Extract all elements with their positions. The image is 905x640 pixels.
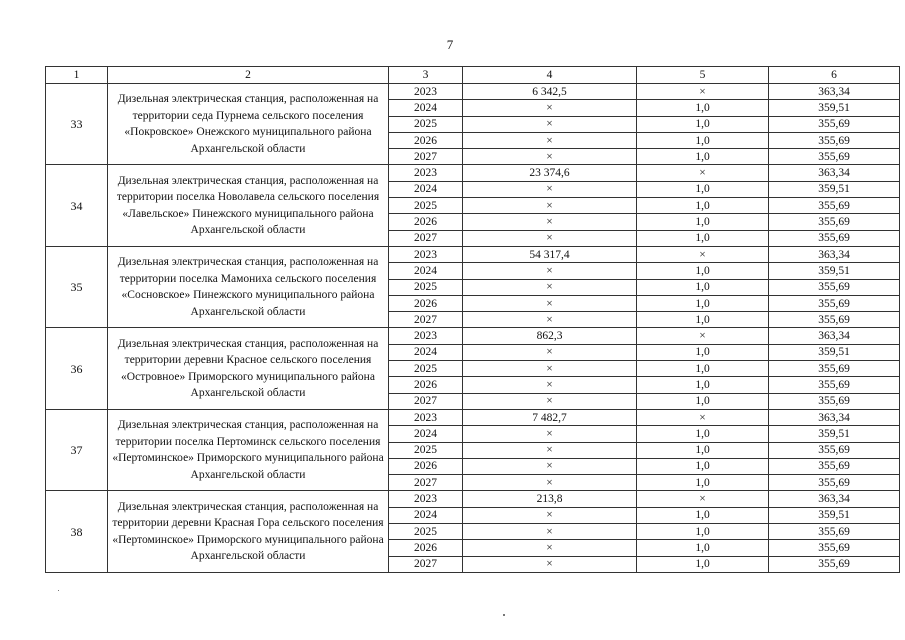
column-4-cell: × (463, 230, 637, 246)
column-6-cell: 355,69 (769, 540, 900, 556)
year-cell: 2023 (389, 328, 463, 344)
column-4-cell: × (463, 344, 637, 360)
column-header-1: 1 (46, 67, 108, 84)
column-5-cell: 1,0 (637, 442, 769, 458)
column-5-cell: 1,0 (637, 393, 769, 409)
column-5-cell: 1,0 (637, 361, 769, 377)
column-4-cell: × (463, 556, 637, 572)
column-4-cell: × (463, 475, 637, 491)
column-6-cell: 363,34 (769, 328, 900, 344)
column-6-cell: 355,69 (769, 295, 900, 311)
column-4-cell: × (463, 132, 637, 148)
column-6-cell: 355,69 (769, 475, 900, 491)
station-description: Дизельная электрическая станция, расположенная на территории деревни Красное сельского поселения «Островное» Приморского муниципального района Архангельской области (108, 328, 389, 409)
column-5-cell: 1,0 (637, 198, 769, 214)
column-6-cell: 355,69 (769, 377, 900, 393)
year-cell: 2025 (389, 116, 463, 132)
column-header-5: 5 (637, 67, 769, 84)
column-6-cell: 359,51 (769, 426, 900, 442)
column-4-cell: 23 374,6 (463, 165, 637, 181)
table-row (46, 491, 900, 507)
column-4-cell: × (463, 312, 637, 328)
year-cell: 2024 (389, 344, 463, 360)
station-description: Дизельная электрическая станция, расположенная на территории поселка Пертоминск сельского поселения «Пертоминское» Приморского муниципального района Архангельской области (108, 409, 389, 490)
entry-number: 34 (46, 165, 108, 246)
column-5-cell: × (637, 328, 769, 344)
year-cell: 2027 (389, 475, 463, 491)
column-4-cell: × (463, 377, 637, 393)
column-5-cell: 1,0 (637, 263, 769, 279)
year-cell: 2026 (389, 295, 463, 311)
column-4-cell: × (463, 393, 637, 409)
year-cell: 2027 (389, 393, 463, 409)
column-5-cell: 1,0 (637, 116, 769, 132)
year-cell: 2023 (389, 246, 463, 262)
column-5-cell: 1,0 (637, 458, 769, 474)
entry-number: 35 (46, 246, 108, 327)
column-6-cell: 359,51 (769, 181, 900, 197)
column-5-cell: × (637, 246, 769, 262)
column-4-cell: × (463, 295, 637, 311)
column-5-cell: × (637, 165, 769, 181)
year-cell: 2025 (389, 198, 463, 214)
year-cell: 2027 (389, 556, 463, 572)
year-cell: 2025 (389, 442, 463, 458)
column-6-cell: 355,69 (769, 214, 900, 230)
column-6-cell: 355,69 (769, 442, 900, 458)
column-6-cell: 363,34 (769, 84, 900, 100)
column-4-cell: × (463, 149, 637, 165)
entry-number: 33 (46, 84, 108, 165)
column-4-cell: × (463, 214, 637, 230)
column-4-cell: 7 482,7 (463, 409, 637, 425)
tariff-table (45, 66, 900, 573)
scan-mark (503, 614, 505, 616)
scan-mark (58, 590, 59, 591)
year-cell: 2026 (389, 132, 463, 148)
column-4-cell: × (463, 524, 637, 540)
column-6-cell: 363,34 (769, 409, 900, 425)
column-5-cell: 1,0 (637, 149, 769, 165)
table-row (46, 328, 900, 344)
column-4-cell: 213,8 (463, 491, 637, 507)
year-cell: 2025 (389, 279, 463, 295)
table-row (46, 165, 900, 181)
column-6-cell: 355,69 (769, 116, 900, 132)
column-5-cell: 1,0 (637, 475, 769, 491)
year-cell: 2023 (389, 165, 463, 181)
table-row (46, 84, 900, 100)
station-description: Дизельная электрическая станция, расположенная на территории поселка Новолавела сельского поселения «Лавельское» Пинежского муниципального района Архангельской области (108, 165, 389, 246)
column-6-cell: 355,69 (769, 458, 900, 474)
year-cell: 2024 (389, 263, 463, 279)
column-4-cell: × (463, 181, 637, 197)
column-4-cell: × (463, 361, 637, 377)
column-4-cell: × (463, 442, 637, 458)
column-6-cell: 355,69 (769, 132, 900, 148)
entry-number: 38 (46, 491, 108, 572)
column-5-cell: 1,0 (637, 279, 769, 295)
entry-number: 36 (46, 328, 108, 409)
year-cell: 2025 (389, 361, 463, 377)
column-6-cell: 355,69 (769, 312, 900, 328)
column-4-cell: × (463, 540, 637, 556)
column-5-cell: 1,0 (637, 295, 769, 311)
column-header-4: 4 (463, 67, 637, 84)
year-cell: 2023 (389, 409, 463, 425)
column-4-cell: × (463, 116, 637, 132)
column-4-cell: × (463, 100, 637, 116)
year-cell: 2024 (389, 181, 463, 197)
year-cell: 2023 (389, 491, 463, 507)
column-5-cell: 1,0 (637, 181, 769, 197)
column-5-cell: 1,0 (637, 312, 769, 328)
column-5-cell: 1,0 (637, 132, 769, 148)
column-6-cell: 363,34 (769, 246, 900, 262)
column-4-cell: × (463, 426, 637, 442)
year-cell: 2024 (389, 426, 463, 442)
column-6-cell: 363,34 (769, 491, 900, 507)
column-6-cell: 355,69 (769, 230, 900, 246)
column-6-cell: 355,69 (769, 556, 900, 572)
year-cell: 2024 (389, 507, 463, 523)
column-4-cell: × (463, 263, 637, 279)
column-5-cell: × (637, 409, 769, 425)
year-cell: 2026 (389, 214, 463, 230)
year-cell: 2025 (389, 524, 463, 540)
column-5-cell: 1,0 (637, 507, 769, 523)
station-description: Дизельная электрическая станция, расположенная на территории деревни Красная Гора сельского поселения «Пертоминское» Приморского муниципального района Архангельской области (108, 491, 389, 572)
column-4-cell: × (463, 458, 637, 474)
column-6-cell: 363,34 (769, 165, 900, 181)
column-header-2: 2 (108, 67, 389, 84)
column-header-3: 3 (389, 67, 463, 84)
table-body (46, 84, 900, 573)
column-4-cell: 54 317,4 (463, 246, 637, 262)
column-5-cell: 1,0 (637, 100, 769, 116)
year-cell: 2026 (389, 458, 463, 474)
year-cell: 2027 (389, 149, 463, 165)
year-cell: 2026 (389, 377, 463, 393)
column-6-cell: 355,69 (769, 393, 900, 409)
column-4-cell: 6 342,5 (463, 84, 637, 100)
column-6-cell: 355,69 (769, 149, 900, 165)
column-5-cell: 1,0 (637, 344, 769, 360)
column-6-cell: 359,51 (769, 100, 900, 116)
station-description: Дизельная электрическая станция, расположенная на территории поселка Мамониха сельского поселения «Сосновское» Пинежского муниципального района Архангельской области (108, 246, 389, 327)
year-cell: 2024 (389, 100, 463, 116)
column-5-cell: × (637, 491, 769, 507)
column-6-cell: 355,69 (769, 279, 900, 295)
column-4-cell: 862,3 (463, 328, 637, 344)
column-5-cell: 1,0 (637, 377, 769, 393)
table-row (46, 246, 900, 262)
year-cell: 2026 (389, 540, 463, 556)
column-header-6: 6 (769, 67, 900, 84)
column-6-cell: 355,69 (769, 524, 900, 540)
year-cell: 2027 (389, 312, 463, 328)
header-row (46, 67, 900, 84)
column-6-cell: 359,51 (769, 263, 900, 279)
column-5-cell: × (637, 84, 769, 100)
column-6-cell: 355,69 (769, 361, 900, 377)
column-5-cell: 1,0 (637, 426, 769, 442)
column-4-cell: × (463, 198, 637, 214)
column-5-cell: 1,0 (637, 556, 769, 572)
table-row (46, 409, 900, 425)
column-5-cell: 1,0 (637, 540, 769, 556)
year-cell: 2027 (389, 230, 463, 246)
station-description: Дизельная электрическая станция, расположенная на территории седа Пурнема сельского поселения «Покровское» Онежского муниципального района Архангельской области (108, 84, 389, 165)
column-6-cell: 359,51 (769, 507, 900, 523)
column-4-cell: × (463, 279, 637, 295)
column-5-cell: 1,0 (637, 230, 769, 246)
column-4-cell: × (463, 507, 637, 523)
column-5-cell: 1,0 (637, 524, 769, 540)
column-6-cell: 359,51 (769, 344, 900, 360)
year-cell: 2023 (389, 84, 463, 100)
column-5-cell: 1,0 (637, 214, 769, 230)
column-6-cell: 355,69 (769, 198, 900, 214)
entry-number: 37 (46, 409, 108, 490)
page-number: 7 (446, 37, 454, 52)
